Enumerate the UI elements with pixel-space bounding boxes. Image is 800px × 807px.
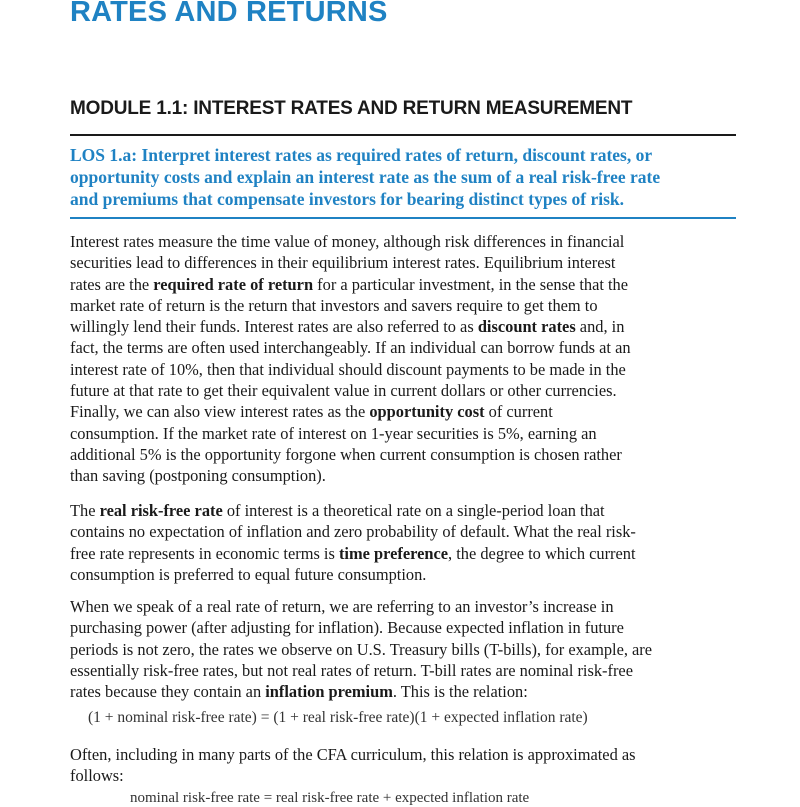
text-line: When we speak of a real rate of return, we are referring to an investor’s increase in [70,597,614,616]
text-line: consumption is preferred to equal future consumption. [70,564,427,584]
text-line: free rate represents in economic terms is time preference, the degree to which current [70,543,636,563]
term-time-preference: time preference [338,543,449,563]
nominal-rate-formula: (1 + nominal risk-free rate) = (1 + real risk-free rate)(1 + expected inflation rate) [88,709,588,726]
term-discount-rates: discount rates [477,317,576,337]
text-line: fact, the terms are often used interchangeably. If an individual can borrow funds at an [70,338,631,358]
learning-outcome-statement [70,144,734,210]
los-line: and premiums that compensate investors for bearing distinct types of risk. [70,189,625,209]
text-line: consumption. If the market rate of interest on 1-year securities is 5%, earning an [70,423,597,443]
paragraph-real-rate-of-return [70,596,736,702]
text-line: interest rate of 10%, then that individual should discount payments to be made in the [70,359,626,379]
text-line: willingly lend their funds. Interest rates are also referred to as discount rates and, in [70,317,625,337]
paragraph-interest-rates [70,231,736,487]
text-line: than saving (postponing consumption). [70,466,326,486]
text-line: Interest rates measure the time value of money, although risk differences in financial [70,232,625,251]
paragraph-approximation [70,744,736,787]
chapter-title: RATES AND RETURNS [70,0,388,28]
text-line: rates because they contain an inflation premium. This is the relation: [70,682,528,702]
text-line: essentially risk-free rates, but not real rates of return. T-bill rates are nominal risk-free [70,660,633,680]
paragraph-real-risk-free-rate [70,500,736,585]
text-line: rates are the required rate of return for a particular investment, in the sense that the [70,274,629,294]
term-real-risk-free-rate: real risk-free rate [99,501,223,520]
text-line: follows: [70,766,124,786]
module-title: MODULE 1.1: INTEREST RATES AND RETURN MEASUREMENT [70,98,633,119]
los-line: opportunity costs and explain an interest rate as the sum of a real risk-free rate [70,167,661,187]
approximation-formula: nominal risk-free rate = real risk-free rate + expected inflation rate [130,790,530,806]
text-line: additional 5% is the opportunity forgone when current consumption is chosen rather [70,444,622,464]
text-line: future at that rate to get their equivalent value in current dollars or other currencies. [70,381,617,401]
term-inflation-premium: inflation premium [265,682,393,702]
text-line: market rate of return is the return that investors and savers require to get them to [70,295,598,315]
text-line: Finally, we can also view interest rates as the opportunity cost of current [70,402,553,422]
los-divider [70,217,736,219]
term-required-rate-of-return: required rate of return [153,274,314,294]
text-line: purchasing power (after adjusting for inflation). Because expected inflation in future [70,618,624,638]
text-line: The real risk-free rate of interest is a theoretical rate on a single-period loan that [70,501,605,520]
los-line: LOS 1.a: Interpret interest rates as required rates of return, discount rates, or [70,145,653,165]
term-opportunity-cost: opportunity cost [369,402,485,422]
text-line: contains no expectation of inflation and zero probability of default. What the real risk- [70,522,636,542]
text-line: periods is not zero, the rates we observe on U.S. Treasury bills (T-bills), for example, are [70,639,653,659]
text-line: Often, including in many parts of the CFA curriculum, this relation is approximated as [70,745,636,764]
module-divider [70,134,736,136]
text-line: securities lead to differences in their equilibrium interest rates. Equilibrium interest [70,253,616,273]
